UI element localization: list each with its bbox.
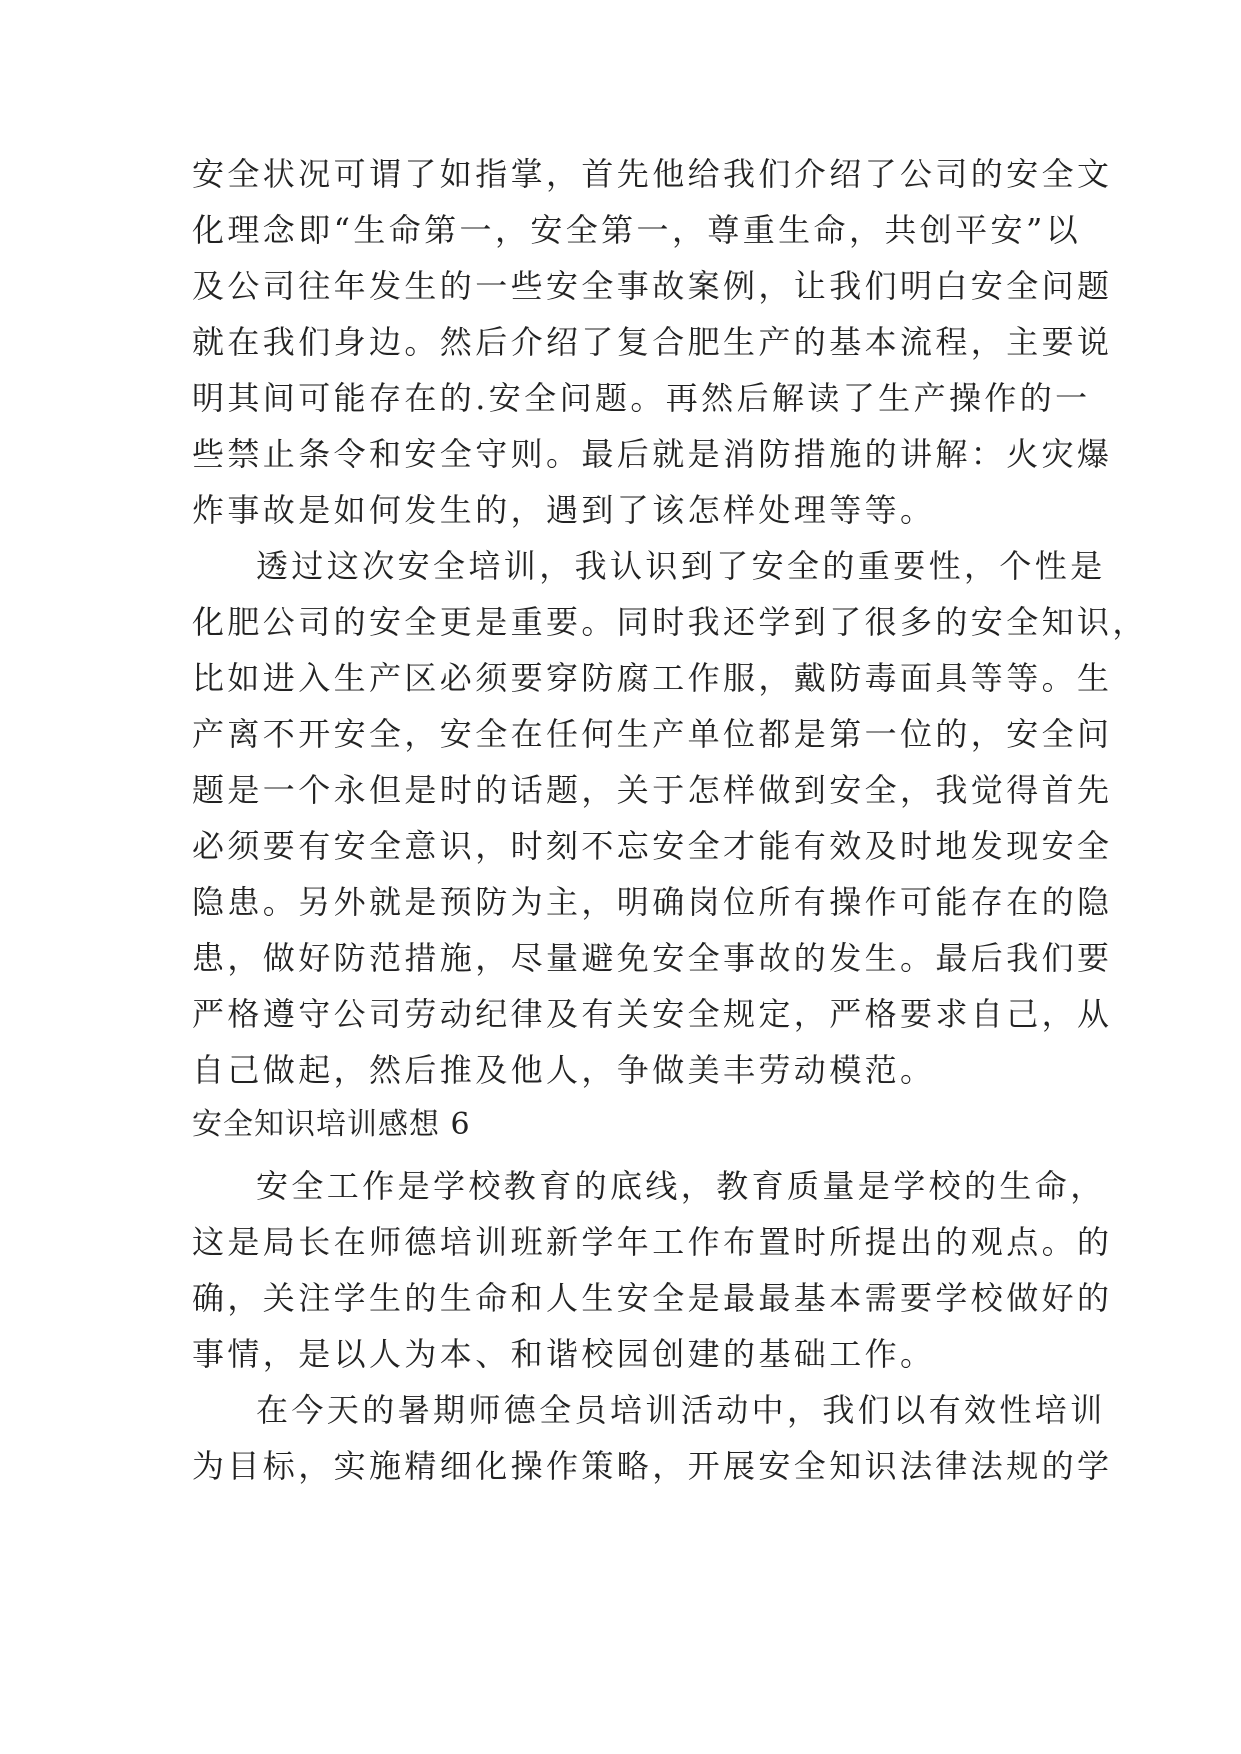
text-line: 安全状况可谓了如指掌，首先他给我们介绍了公司的安全文	[192, 155, 1113, 193]
text-line: 比如进入生产区必须要穿防腐工作服，戴防毒面具等等。生	[192, 659, 1113, 697]
section-heading: 安全知识培训感想 6	[192, 1107, 471, 1142]
text-line: 炸事故是如何发生的，遇到了该怎样处理等等。	[192, 491, 936, 529]
text-line: 事情，是以人为本、和谐校园创建的基础工作。	[192, 1335, 936, 1373]
text-line: 安全工作是学校教育的底线，教育质量是学校的生命，	[256, 1167, 1106, 1205]
text-line: 就在我们身边。然后介绍了复合肥生产的基本流程，主要说	[192, 323, 1113, 361]
text-line: 自己做起，然后推及他人，争做美丰劳动模范。	[192, 1051, 936, 1089]
text-line: 化肥公司的安全更是重要。同时我还学到了很多的安全知识，	[192, 603, 1148, 641]
paragraph-1	[192, 146, 1113, 538]
text-line: 患，做好防范措施，尽量避免安全事故的发生。最后我们要	[192, 939, 1113, 977]
text-line: 隐患。另外就是预防为主，明确岗位所有操作可能存在的隐	[192, 883, 1113, 921]
paragraph-3	[192, 1158, 1113, 1382]
text-line: 及公司往年发生的一些安全事故案例，让我们明白安全问题	[192, 267, 1113, 305]
text-line: 化理念即“生命第一，安全第一，尊重生命，共创平安”以	[192, 211, 1082, 249]
text-line: 为目标，实施精细化操作策略，开展安全知识法律法规的学	[192, 1447, 1113, 1485]
text-line: 明其间可能存在的.安全问题。再然后解读了生产操作的一	[192, 379, 1091, 417]
paragraph-4	[192, 1382, 1113, 1494]
text-line: 些禁止条令和安全守则。最后就是消防措施的讲解：火灾爆	[192, 435, 1113, 473]
text-line: 在今天的暑期师德全员培训活动中，我们以有效性培训	[256, 1391, 1106, 1429]
text-line: 确，关注学生的生命和人生安全是最最基本需要学校做好的	[192, 1279, 1113, 1317]
document-body	[192, 146, 1148, 1494]
text-line: 产离不开安全，安全在任何生产单位都是第一位的，安全问	[192, 715, 1113, 753]
text-line: 严格遵守公司劳动纪律及有关安全规定，严格要求自己，从	[192, 995, 1113, 1033]
text-line: 这是局长在师德培训班新学年工作布置时所提出的观点。的	[192, 1223, 1113, 1261]
paragraph-2	[192, 538, 1148, 1098]
text-line: 透过这次安全培训，我认识到了安全的重要性，个性是	[256, 547, 1106, 585]
text-line: 题是一个永但是时的话题，关于怎样做到安全，我觉得首先	[192, 771, 1113, 809]
text-line: 必须要有安全意识，时刻不忘安全才能有效及时地发现安全	[192, 827, 1113, 865]
